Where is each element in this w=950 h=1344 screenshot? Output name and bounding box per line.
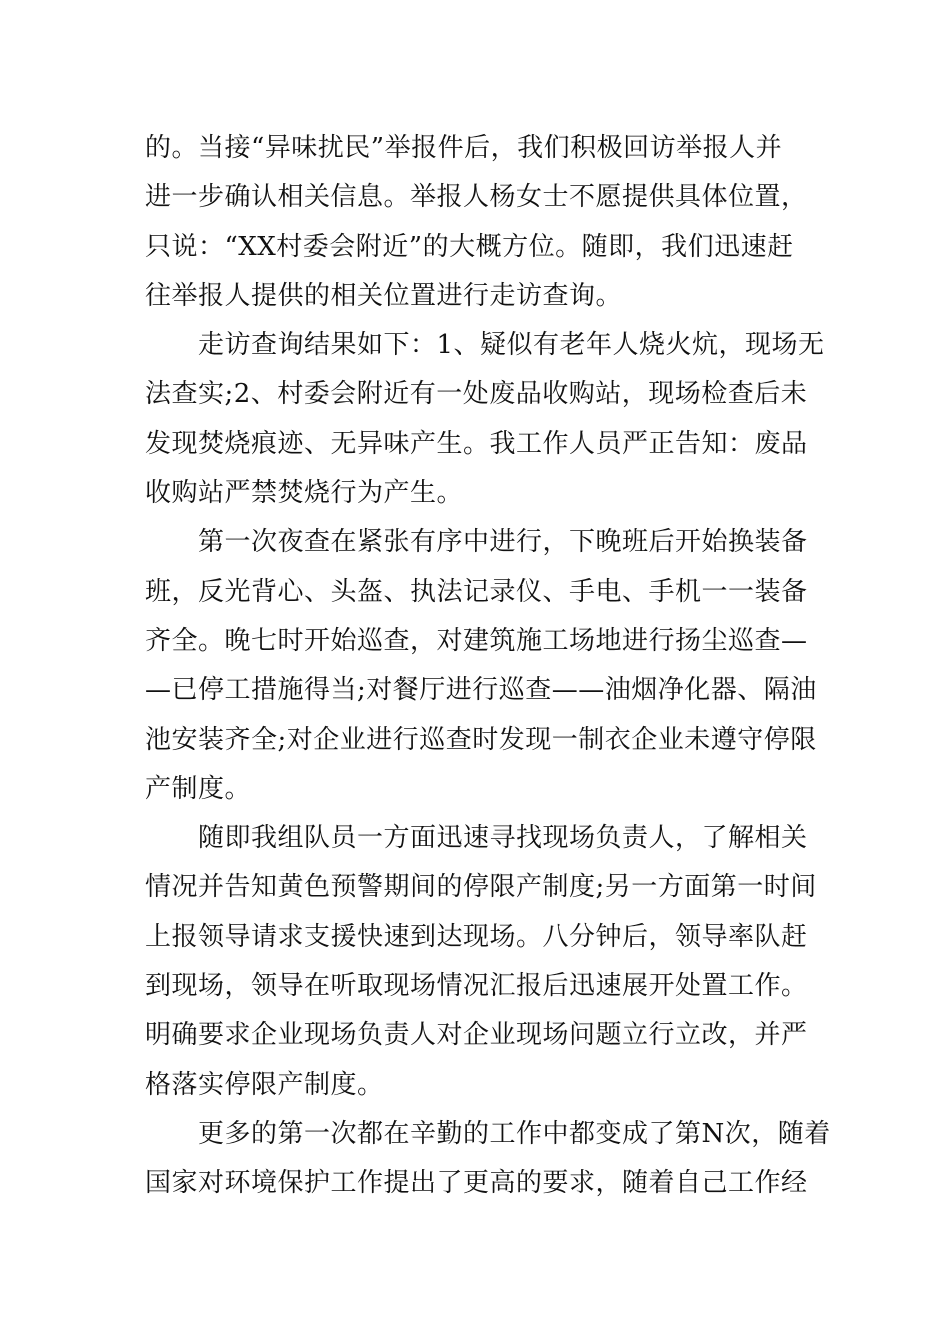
text-line: 收购站严禁焚烧行为产生。 <box>145 478 464 509</box>
paragraph-3 <box>145 518 815 814</box>
paragraph-4 <box>145 814 815 1110</box>
text-line: 国家对环境保护工作提出了更高的要求，随着自己工作经 <box>145 1168 808 1199</box>
text-line: 上报领导请求支援快速到达现场。八分钟后，领导率队赶 <box>145 921 808 952</box>
text-line: 格落实停限产制度。 <box>145 1069 384 1100</box>
paragraph-2 <box>145 321 825 518</box>
paragraph-1 <box>145 124 815 321</box>
text-line: 进一步确认相关信息。举报人杨女士不愿提供具体位置， <box>145 182 808 213</box>
text-line: 的。当接“异味扰民”举报件后，我们积极回访举报人并 <box>145 133 783 163</box>
text-line: 走访查询结果如下：1、疑似有老年人烧火炕，现场无 <box>145 330 825 361</box>
text-line: 到现场，领导在听取现场情况汇报后迅速展开处置工作。 <box>145 971 808 1002</box>
text-line: 情况并告知黄色预警期间的停限产制度;另一方面第一时间 <box>145 872 817 903</box>
text-line: —已停工措施得当;对餐厅进行巡查——油烟净化器、隔油 <box>145 675 817 706</box>
text-line: 随即我组队员一方面迅速寻找现场负责人，了解相关 <box>145 823 808 854</box>
paragraph-5 <box>145 1110 831 1209</box>
text-line: 往举报人提供的相关位置进行走访查询。 <box>145 280 623 311</box>
text-line: 发现焚烧痕迹、无异味产生。我工作人员严正告知：废品 <box>145 428 808 459</box>
text-line: 池安装齐全;对企业进行巡查时发现一制衣企业未遵守停限 <box>145 724 817 755</box>
text-line: 第一次夜查在紧张有序中进行，下晚班后开始换装备 <box>145 527 808 558</box>
text-line: 产制度。 <box>145 773 252 804</box>
text-line: 法查实;2、村委会附近有一处废品收购站，现场检查后未 <box>145 379 808 410</box>
text-line: 班，反光背心、头盔、执法记录仪、手电、手机一一装备 <box>145 576 808 607</box>
text-line: 齐全。晚七时开始巡查，对建筑施工场地进行扬尘巡查— <box>145 625 808 656</box>
document-body <box>145 124 831 1209</box>
text-line: 更多的第一次都在辛勤的工作中都变成了第N次，随着 <box>145 1118 831 1149</box>
text-line: 只说：“XX村委会附近”的大概方位。随即，我们迅速赶 <box>145 231 794 262</box>
text-line: 明确要求企业现场负责人对企业现场问题立行立改，并严 <box>145 1020 808 1051</box>
